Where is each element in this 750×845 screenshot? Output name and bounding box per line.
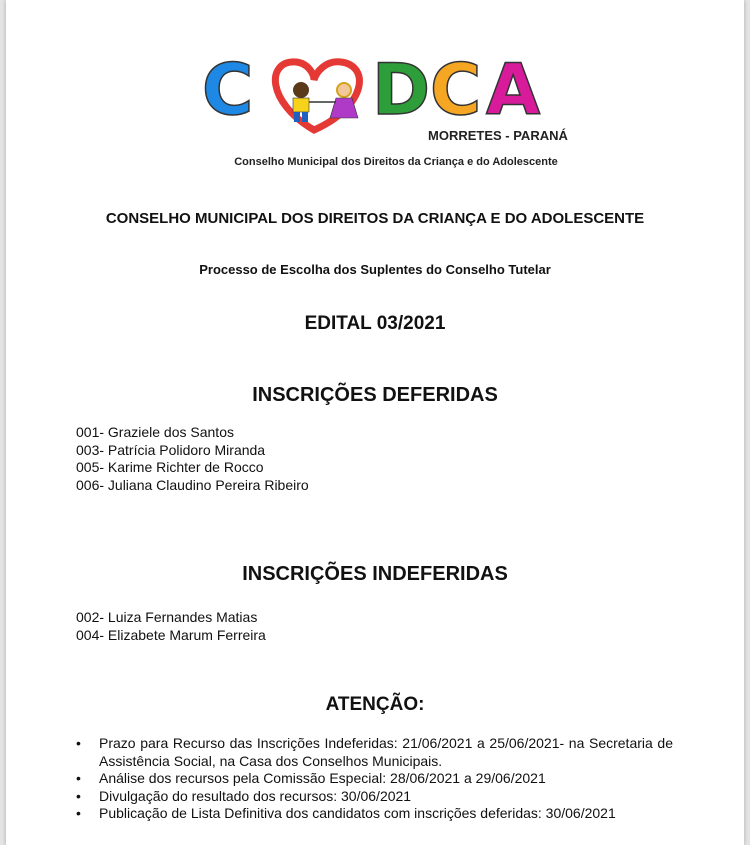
list-item: 005- Karime Richter de Rocco [76, 459, 264, 475]
deferidas-title: INSCRIÇÕES DEFERIDAS [252, 384, 498, 406]
list-item: 001- Graziele dos Santos [76, 424, 234, 440]
list-item: 002- Luiza Fernandes Matias [76, 609, 258, 625]
indeferidas-list [76, 609, 266, 644]
edital-title: EDITAL 03/2021 [304, 313, 446, 334]
logo-place: MORRETES - PARANÁ [428, 128, 568, 143]
svg-text:A: A [486, 52, 541, 131]
bullet-item: • Divulgação do resultado dos recursos: 30/06/2021 [76, 788, 676, 806]
document-page [6, 0, 744, 845]
cmdca-logo [196, 52, 596, 172]
process-title: Processo de Escolha dos Suplentes do Conselho Tutelar [199, 262, 551, 277]
atencao-title: ATENÇÃO: [325, 694, 425, 715]
svg-text:C: C [430, 52, 482, 131]
svg-text:D: D [372, 52, 431, 131]
list-item: 006- Juliana Claudino Pereira Ribeiro [76, 476, 309, 493]
atencao-list [76, 735, 676, 823]
council-heading: CONSELHO MUNICIPAL DOS DIREITOS DA CRIANÇA E DO ADOLESCENTE [105, 210, 645, 227]
bullet-item: • Análise dos recursos pela Comissão Especial: 28/06/2021 a 29/06/2021 [76, 770, 676, 788]
logo-subtitle: Conselho Municipal dos Direitos da Criança e do Adolescente [234, 156, 558, 168]
bullet-item: • Publicação de Lista Definitiva dos candidatos com inscrições deferidas: 30/06/2021 [76, 805, 676, 823]
list-item: 004- Elizabete Marum Ferreira [76, 626, 266, 643]
indeferidas-title: INSCRIÇÕES INDEFERIDAS [242, 563, 508, 585]
svg-text:C: C [202, 52, 254, 131]
list-item: 003- Patrícia Polidoro Miranda [76, 441, 266, 458]
deferidas-list [76, 424, 309, 494]
bullet-item: • Prazo para Recurso das Inscrições Indeferidas: 21/06/2021 a 25/06/2021- na Secretaria de Assistência Social, na Casa dos Conselhos Municipais. [76, 735, 673, 770]
